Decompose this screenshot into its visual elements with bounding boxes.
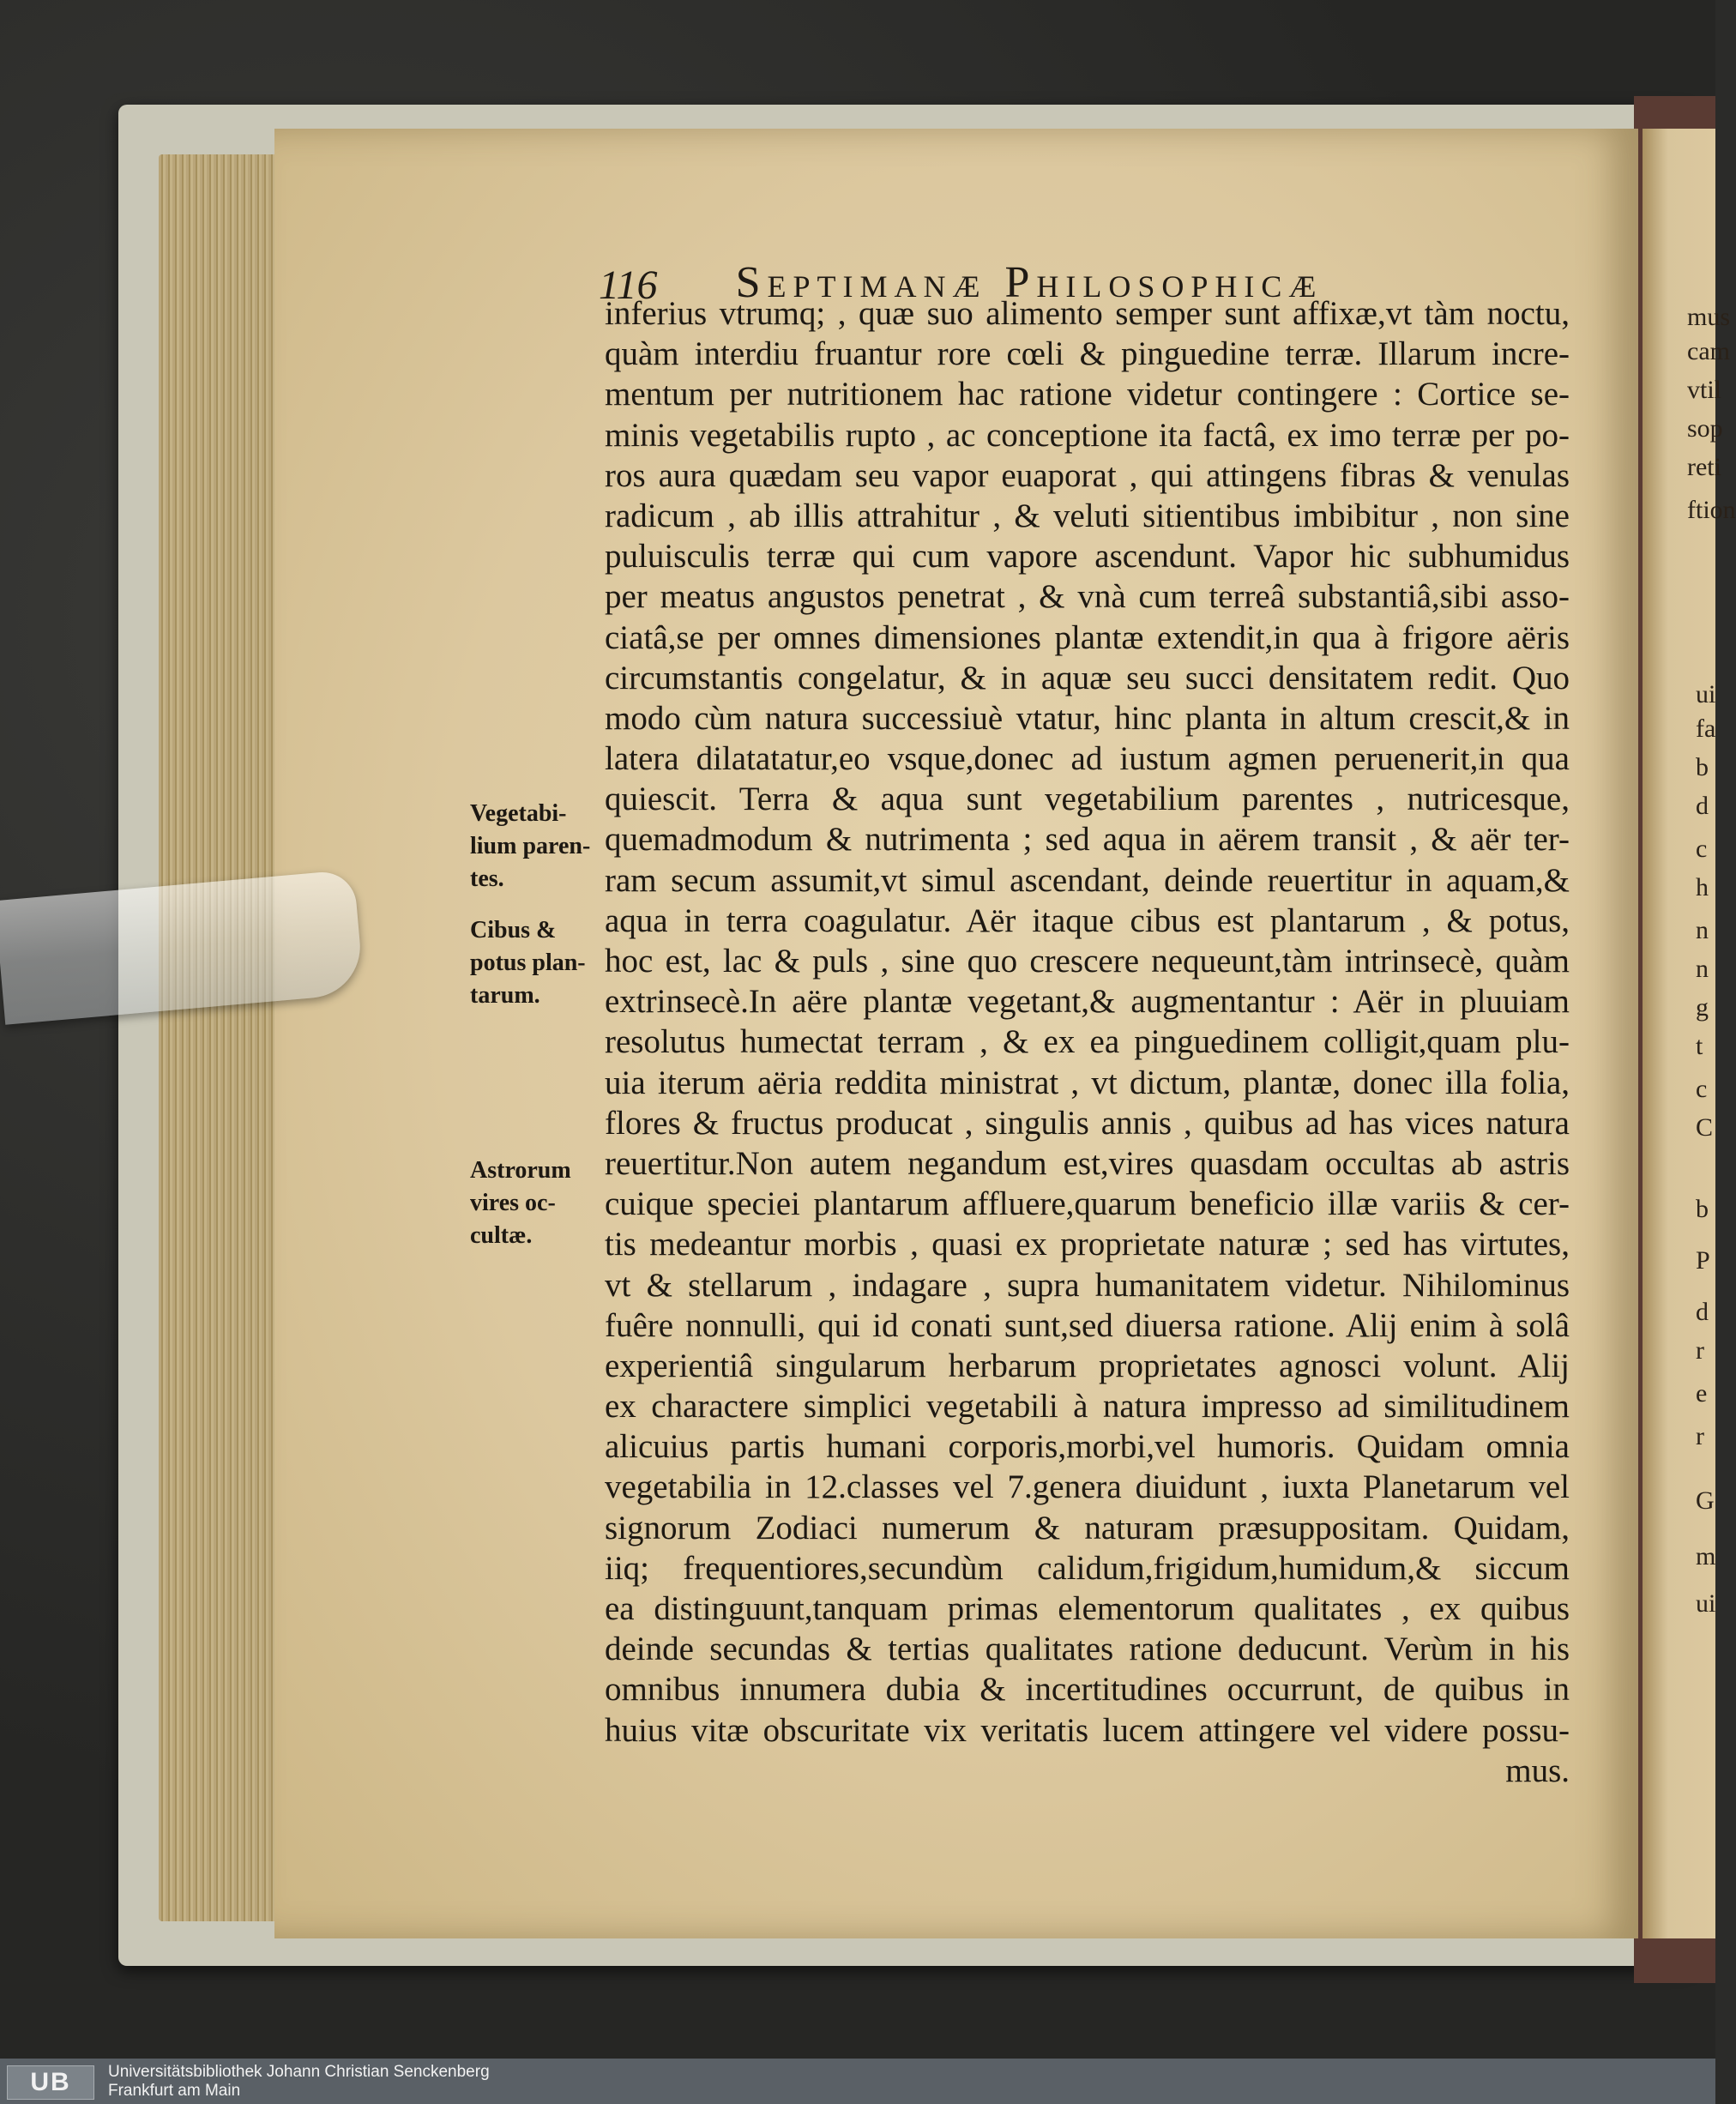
text-line: minis vegetabilis rupto , ac conceptione ita factâ, ex imo terræ per po- [605, 416, 1570, 454]
facing-page-fragment: m [1696, 1542, 1716, 1570]
facing-page-fragment: d [1696, 1298, 1709, 1326]
text-line: ea distinguunt,tanquam primas elementorum qualitates , ex quibus [605, 1590, 1570, 1627]
library-name: Universitätsbibliothek Johann Christian Senckenberg [108, 2063, 490, 2081]
text-line: mentum per nutritionem hac ratione videtur contingere : Cortice se- [605, 376, 1570, 413]
facing-page-fragment: sop [1687, 414, 1723, 443]
facing-page-fragment: P [1696, 1246, 1710, 1275]
page-edges [159, 154, 283, 1921]
text-line: extrinsecè.In aëre plantæ vegetant,& augmentantur : Aër in pluuiam [605, 983, 1570, 1021]
text-line: experientiâ singularum herbarum proprietates agnosci volunt. Alij [605, 1347, 1570, 1384]
facing-page-fragment: ftion [1687, 496, 1736, 524]
facing-page-fragment: fa [1696, 714, 1716, 743]
marginal-note-vegetabilium [470, 798, 607, 895]
note-line: lium paren- [470, 833, 591, 859]
text-line: omnibus innumera dubia & incertitudines occurrunt, de quibus in [605, 1671, 1570, 1709]
facing-page-fragment: C [1696, 1113, 1714, 1142]
text-line: quemadmodum & nutrimenta ; sed aqua in aërem transit , & aër ter- [605, 821, 1570, 859]
facing-page-fragment: G [1696, 1486, 1715, 1515]
text-line: circumstantis congelatur, & in aquæ seu succi densitatem redit. Quo [605, 659, 1570, 696]
facing-page-fragment: d [1696, 792, 1709, 820]
library-logo: UB [7, 2065, 94, 2100]
note-line: vires oc- [470, 1190, 556, 1216]
text-line: iiq; frequentiores,secundùm calidum,frigidum,humidum,& siccum [605, 1549, 1570, 1587]
facing-page-fragment: c [1696, 835, 1708, 863]
note-line: Cibus & [470, 917, 557, 943]
text-line: tis medeantur morbis , quasi ex proprietate naturæ ; sed has virtutes, [605, 1226, 1570, 1263]
note-line: cultæ. [470, 1222, 533, 1249]
text-line: per meatus angustos penetrat , & vnà cum terreâ substantiâ,sibi asso- [605, 578, 1570, 616]
note-line: tes. [470, 865, 504, 892]
footer-bar [0, 2059, 1715, 2104]
text-line: resolutus humectat terram , & ex ea pinguedinem colligit,quam plu- [605, 1023, 1570, 1061]
text-line: ram secum assumit,vt simul ascendant, deinde reuertitur in aquam,& [605, 861, 1570, 899]
marginal-note-cibus [470, 914, 607, 1012]
facing-page-fragment: e [1696, 1379, 1708, 1408]
text-line: vt & stellarum , indagare , supra humanitatem videtur. Nihilominus [605, 1266, 1570, 1304]
facing-page-fragment: ui [1696, 680, 1716, 708]
running-head: Septimanæ Philosophicæ [735, 258, 1323, 307]
facing-page-fragment: r [1696, 1336, 1704, 1365]
page-number: 116 [599, 262, 658, 308]
facing-page-fragment: ui [1696, 1589, 1716, 1618]
text-line: quàm interdiu fruantur rore cœli & pinguedine terræ. Illarum incre- [605, 335, 1570, 373]
text-line: ex charactere simplici vegetabili à natura impresso ad similitudinem [605, 1388, 1570, 1426]
note-line: tarum. [470, 982, 540, 1009]
facing-page-fragment: vtil [1687, 376, 1722, 404]
facing-page-fragment: b [1696, 1195, 1709, 1223]
facing-page-fragment: b [1696, 753, 1709, 781]
facing-page-fragment: t [1696, 1032, 1703, 1060]
text-line: reuertitur.Non autem negandum est,vires quasdam occultas ab astris [605, 1144, 1570, 1182]
text-line: uia iterum aëria reddita ministrat , vt dictum, plantæ, donec illa folia, [605, 1064, 1570, 1101]
text-line: ciatâ,se per omnes dimensiones plantæ extendit,in qua à frigore aëris [605, 618, 1570, 656]
facing-page-fragment: reti [1687, 453, 1721, 481]
facing-page-fragment: cam [1687, 337, 1730, 365]
text-line: deinde secundas & tertias qualitates ratione deducunt. Verùm in his [605, 1631, 1570, 1668]
library-city: Frankfurt am Main [108, 2082, 241, 2100]
note-line: potus plan- [470, 950, 586, 976]
note-line: Vegetabi- [470, 800, 567, 827]
text-line: hoc est, lac & puls , sine quo crescere nequeunt,tàm intrinsecè, quàm [605, 943, 1570, 980]
text-line: latera dilatatatur,eo vsque,donec ad iustum agmen peruenerit,in qua [605, 740, 1570, 778]
marginal-note-astrorum [470, 1154, 607, 1252]
facing-page-fragment: g [1696, 993, 1709, 1022]
facing-page [1643, 129, 1736, 1938]
facing-page-fragment: h [1696, 873, 1709, 901]
text-line: fuêre nonnulli, qui id conati sunt,sed diuersa ratione. Alij enim à solâ [605, 1306, 1570, 1344]
text-line: ros aura quædam seu vapor euaporat , qui attingens fibras & venulas [605, 456, 1570, 494]
text-line: radicum , ab illis attrahitur , & veluti sitientibus imbibitur , non sine [605, 497, 1570, 534]
text-line: signorum Zodiaci numerum & naturam præsuppositam. Quidam, [605, 1509, 1570, 1546]
body-text [605, 293, 1570, 1791]
text-line: mus. [1505, 1751, 1570, 1789]
facing-page-fragment: mus [1687, 303, 1731, 331]
text-line: flores & fructus producat , singulis annis , quibus ad has vices natura [605, 1104, 1570, 1142]
facing-page-fragment: c [1696, 1075, 1708, 1103]
text-line: modo cùm natura successiuè vtatur, hinc planta in altum crescit,& in [605, 699, 1570, 737]
facing-page-fragment: n [1696, 955, 1709, 983]
text-line: huius vitæ obscuritate vix veritatis lucem attingere vel videre possu- [605, 1711, 1570, 1749]
text-line: alicuius partis humani corporis,morbi,vel humoris. Quidam omnia [605, 1428, 1570, 1466]
text-line: aqua in terra coagulatur. Aër itaque cibus est plantarum , & potus, [605, 901, 1570, 939]
text-line: vegetabilia in 12.classes vel 7.genera diuidunt , iuxta Planetarum vel [605, 1468, 1570, 1506]
facing-page-fragment: r [1696, 1422, 1704, 1450]
text-line: cuique speciei plantarum affluere,quarum beneficio illæ variis & cer- [605, 1185, 1570, 1223]
note-line: Astrorum [470, 1157, 571, 1184]
text-line: puluisculis terræ qui cum vapore ascendunt. Vapor hic subhumidus [605, 538, 1570, 576]
text-line: inferius vtrumq; , quæ suo alimento semper sunt affixæ,vt tàm noctu, [605, 295, 1570, 332]
facing-page-fragment: n [1696, 916, 1709, 944]
text-line: quiescit. Terra & aqua sunt vegetabilium parentes , nutricesque, [605, 781, 1570, 818]
